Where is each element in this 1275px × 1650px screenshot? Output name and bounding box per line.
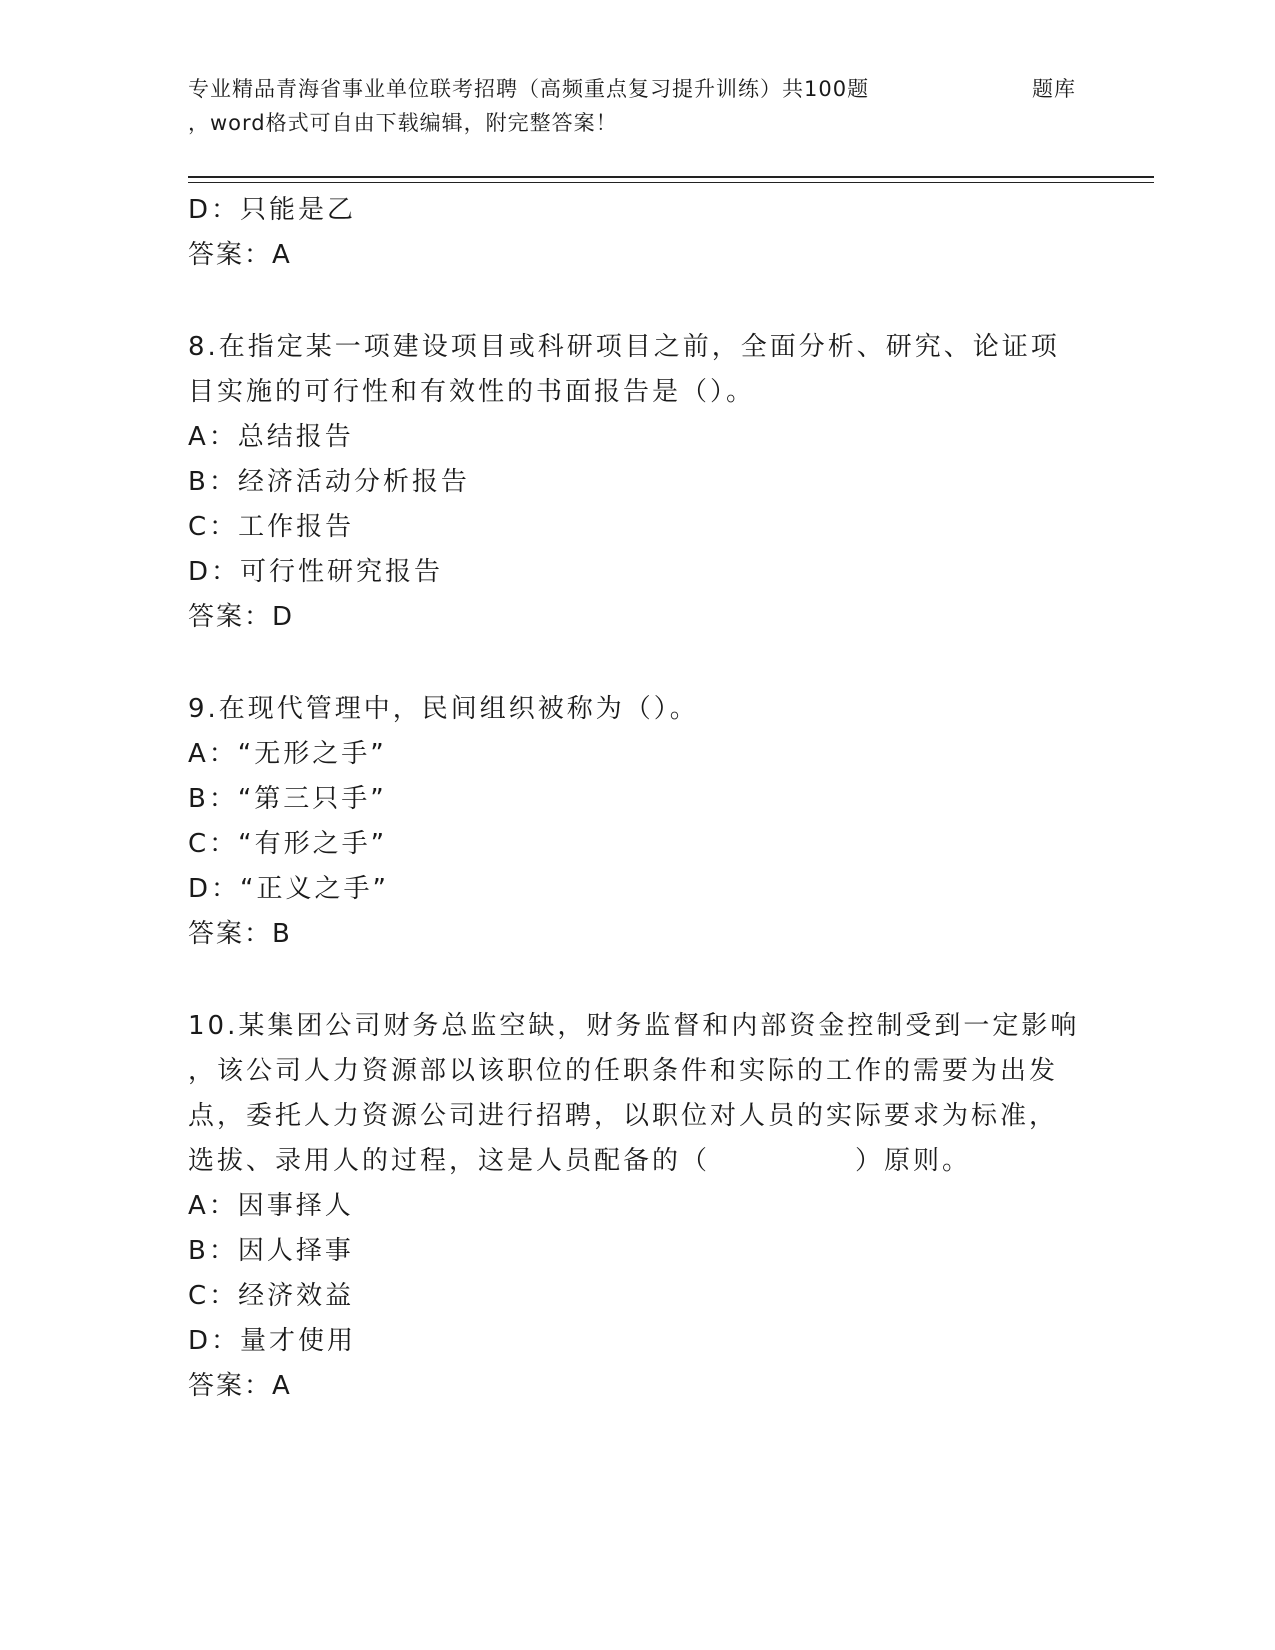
header-title-line1: 专业精品青海省事业单位联考招聘（高频重点复习提升训练）共100题 xyxy=(188,77,870,101)
option-d: D：可行性研究报告 xyxy=(188,557,444,587)
question-text-line: 9.在现代管理中，民间组织被称为（）。 xyxy=(188,694,699,724)
option-d: D：“正义之手” xyxy=(188,874,389,904)
question-10 xyxy=(188,1004,1088,1409)
answer-line: 答案：D xyxy=(188,602,295,632)
option-a: A：总结报告 xyxy=(188,422,354,452)
option-b: B：“第三只手” xyxy=(188,784,387,814)
question-text-line: 选拔、录用人的过程，这是人员配备的（ ）原则。 xyxy=(188,1146,972,1176)
option-a: A：“无形之手” xyxy=(188,739,387,769)
option-b: B：因人择事 xyxy=(188,1236,354,1266)
document-body xyxy=(188,188,1088,1409)
option-c: C：“有形之手” xyxy=(188,829,388,859)
question-text-line: 8.在指定某一项建设项目或科研项目之前，全面分析、研究、论证项 xyxy=(188,332,1060,362)
question-8 xyxy=(188,325,1088,640)
answer-line: 答案：A xyxy=(188,1371,292,1401)
question-text-line: 10.某集团公司财务总监空缺，财务监督和内部资金控制受到一定影响 xyxy=(188,1011,1080,1041)
header-title-line2: ，word格式可自由下载编辑，附完整答案！ xyxy=(188,111,618,135)
answer-line: 答案：B xyxy=(188,919,292,949)
header-title-right: 题库 xyxy=(1032,77,1076,101)
header-divider-thin xyxy=(188,182,1154,183)
question-text-line: 目实施的可行性和有效性的书面报告是（）。 xyxy=(188,377,756,407)
option-a: A：因事择人 xyxy=(188,1191,354,1221)
answer-line: 答案：A xyxy=(188,240,292,270)
option-b: B：经济活动分析报告 xyxy=(188,467,470,497)
option-d: D：量才使用 xyxy=(188,1326,357,1356)
option-c: C：经济效益 xyxy=(188,1281,355,1311)
question-text-line: ，该公司人力资源部以该职位的任职条件和实际的工作的需要为出发 xyxy=(188,1056,1059,1086)
question-9 xyxy=(188,687,1088,957)
page-header xyxy=(188,72,1088,140)
option-c: C：工作报告 xyxy=(188,512,355,542)
question-text-line: 点，委托人力资源公司进行招聘，以职位对人员的实际要求为标准， xyxy=(188,1101,1059,1131)
header-divider xyxy=(188,176,1154,178)
option-d: D：只能是乙 xyxy=(188,195,357,225)
